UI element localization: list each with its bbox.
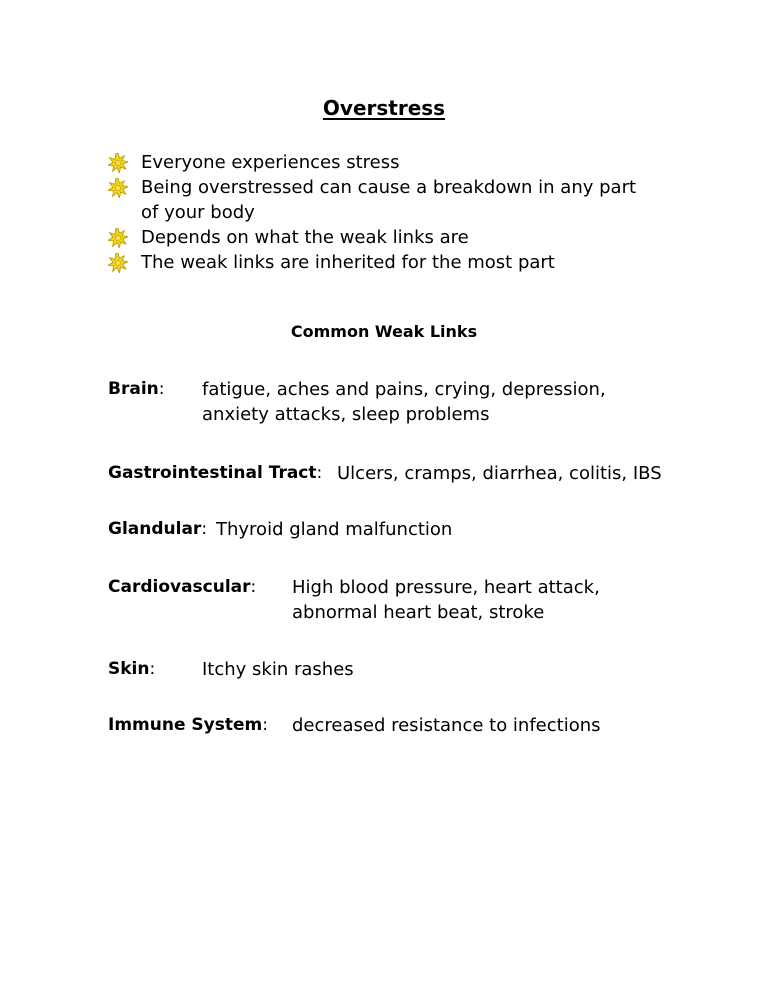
sunburst-bullet-icon xyxy=(108,228,128,248)
bullet-item xyxy=(108,225,668,250)
weak-link-label-brain: Brain: xyxy=(108,379,165,399)
bullet-text: The weak links are inherited for the most part xyxy=(141,252,555,273)
weak-link-desc-skin: Itchy skin rashes xyxy=(202,659,354,680)
bullet-item xyxy=(108,175,668,225)
bullet-text: Depends on what the weak links are xyxy=(141,227,469,248)
weak-link-label-gastrointestinal: Gastrointestinal Tract: xyxy=(108,463,323,483)
bullet-item xyxy=(108,150,668,175)
weak-link-desc-glandular: Thyroid gland malfunction xyxy=(216,519,453,540)
bullet-text: Everyone experiences stress xyxy=(141,152,400,173)
weak-link-label-immune: Immune System: xyxy=(108,715,268,735)
sunburst-bullet-icon xyxy=(108,153,128,173)
sunburst-bullet-icon xyxy=(108,253,128,273)
weak-link-label-skin: Skin: xyxy=(108,659,156,679)
weak-link-desc-immune: decreased resistance to infections xyxy=(292,715,601,736)
weak-link-desc-cardiovascular: High blood pressure, heart attack, abnormal heart beat, stroke xyxy=(292,577,600,623)
document-title: Overstress xyxy=(322,96,446,120)
bullet-item xyxy=(108,250,668,275)
weak-link-label-glandular: Glandular: xyxy=(108,519,208,539)
weak-link-desc-gastrointestinal: Ulcers, cramps, diarrhea, colitis, IBS xyxy=(337,463,662,484)
bullet-list xyxy=(108,150,668,275)
bullet-text: Being overstressed can cause a breakdown in any part xyxy=(141,177,637,198)
sunburst-bullet-icon xyxy=(108,178,128,198)
weak-link-label-cardiovascular: Cardiovascular: xyxy=(108,577,257,597)
bullet-text-continued: of your body xyxy=(141,202,255,223)
weak-link-desc-brain: fatigue, aches and pains, crying, depression, anxiety attacks, sleep problems xyxy=(202,379,606,425)
section-heading: Common Weak Links xyxy=(290,322,478,341)
